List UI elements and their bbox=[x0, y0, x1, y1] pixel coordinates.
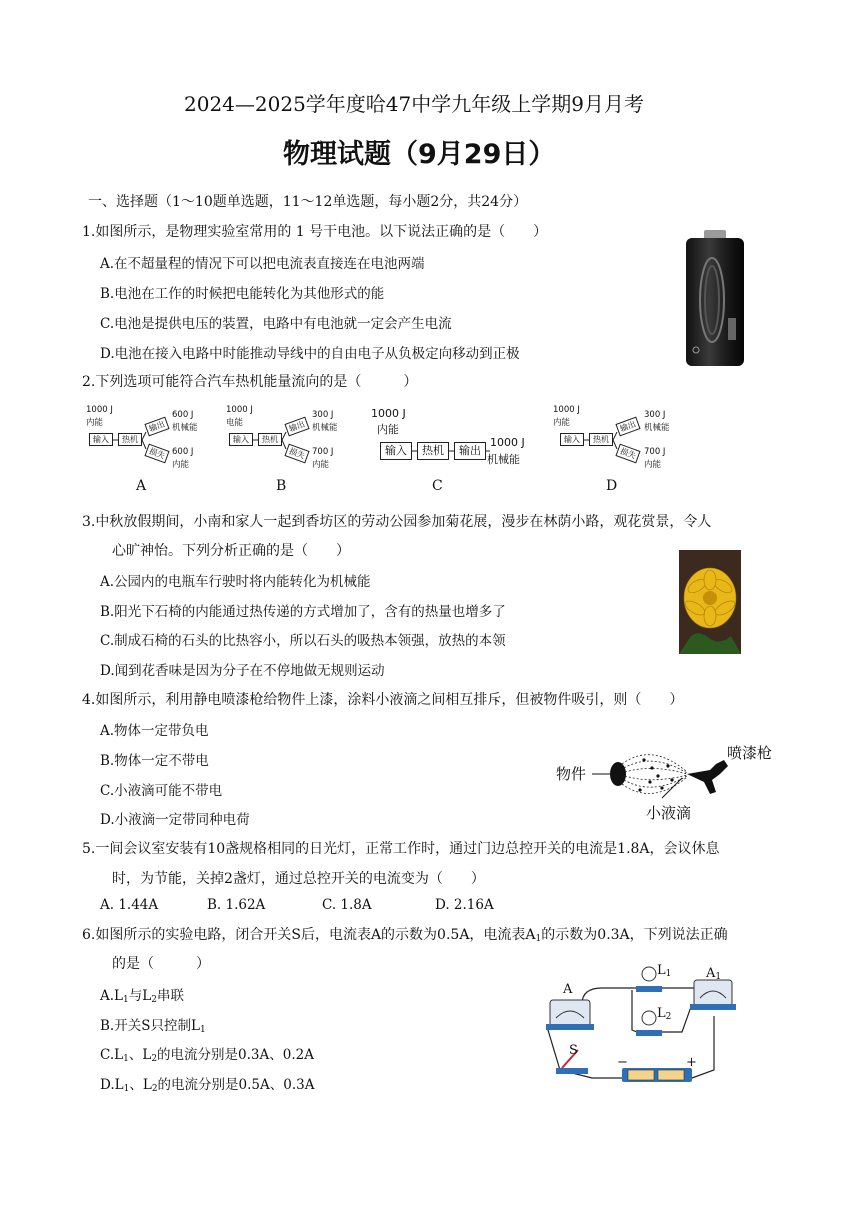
question-2-stem: 2.下列选项可能符合汽车热机能量流向的是（ ） bbox=[82, 374, 418, 390]
q2d-input-value: 1000 J bbox=[553, 405, 580, 415]
q2a-box-loss: 损失 bbox=[144, 444, 169, 464]
battery-image bbox=[684, 228, 746, 368]
q2d-out-top-type: 机械能 bbox=[644, 423, 670, 433]
circuit-label-plus: + bbox=[686, 1055, 697, 1070]
q2c-box-input: 输入 bbox=[380, 442, 412, 460]
exam-title-line2: 物理试题（9月29日） bbox=[283, 139, 556, 170]
q6-option-b: B.开关S只控制$L_1$ bbox=[100, 1018, 206, 1035]
question-5-stem-line1: 5.一间会议室安装有10盏规格相同的日光灯，正常工作时，通过门边总控开关的电流是1.8A，会议休息 bbox=[82, 841, 720, 857]
q2c-input-value: 1000 J bbox=[371, 407, 406, 420]
q2-arrows bbox=[80, 400, 700, 475]
question-3-stem-line2: 心旷神怡。下列分析正确的是（ ） bbox=[112, 543, 350, 559]
q2a-box-engine: 热机 bbox=[118, 433, 142, 446]
q2a-out-top-type: 机械能 bbox=[172, 423, 198, 433]
q2-label-b: B bbox=[276, 478, 287, 494]
question-6-stem-line2: 的是（ ） bbox=[112, 956, 210, 972]
q4-option-a: A.物体一定带负电 bbox=[100, 723, 209, 739]
question-6-stem-line1: 6.如图所示的实验电路，闭合开关S后，电流表A的示数为0.5A，电流表$A_1$的示数为0.3A，下列说法正确 bbox=[82, 927, 728, 944]
q2b-out-top-type: 机械能 bbox=[312, 423, 338, 433]
q3-option-a: A.公园内的电瓶车行驶时将内能转化为机械能 bbox=[100, 574, 371, 590]
q2d-box-input: 输入 bbox=[560, 433, 584, 446]
q4-option-d: D.小液滴一定带同种电荷 bbox=[100, 812, 250, 828]
q2a-input-type: 内能 bbox=[86, 418, 104, 428]
q2b-out-bottom-value: 700 J bbox=[312, 447, 334, 457]
q4-option-b: B.物体一定不带电 bbox=[100, 753, 209, 769]
q5-option-c: C. 1.8A bbox=[322, 897, 372, 913]
fig-label-object: 物件 bbox=[556, 765, 587, 783]
circuit-label-a1: $A_1$ bbox=[706, 966, 722, 982]
q2-label-d: D bbox=[606, 478, 618, 494]
circuit-label-l1: $L_1$ bbox=[657, 963, 672, 979]
q2b-box-loss: 损失 bbox=[284, 444, 309, 464]
q2b-input-type: 电能 bbox=[226, 418, 244, 428]
q2-label-c: C bbox=[432, 478, 443, 494]
question-4-stem: 4.如图所示，利用静电喷漆枪给物件上漆，涂料小液滴之间相互排斥，但被物件吸引，则（ ） bbox=[82, 692, 684, 708]
fig-label-droplet: 小液滴 bbox=[646, 804, 692, 822]
q2d-out-bottom-value: 700 J bbox=[644, 447, 666, 457]
q2a-out-top-value: 600 J bbox=[172, 410, 194, 420]
q2c-box-output: 输出 bbox=[454, 442, 486, 460]
q2a-out-bottom-value: 600 J bbox=[172, 447, 194, 457]
q2b-out-top-value: 300 J bbox=[312, 410, 334, 420]
question-5-stem-line2: 时，为节能，关掉2盏灯，通过总控开关的电流变为（ ） bbox=[112, 871, 485, 887]
q2b-box-output: 输出 bbox=[284, 417, 309, 437]
q1-option-a: A.在不超量程的情况下可以把电流表直接连在电池两端 bbox=[100, 256, 425, 272]
q5-option-d: D. 2.16A bbox=[435, 897, 494, 913]
q3-option-d: D.闻到花香味是因为分子在不停地做无规则运动 bbox=[100, 663, 385, 679]
q2d-input-type: 内能 bbox=[553, 418, 571, 428]
q2b-box-engine: 热机 bbox=[258, 433, 282, 446]
q2c-out-value: 1000 J bbox=[490, 436, 525, 449]
q2d-out-bottom-type: 内能 bbox=[644, 460, 662, 470]
q1-option-c: C.电池是提供电压的装置，电路中有电池就一定会产生电流 bbox=[100, 316, 452, 332]
q2b-box-input: 输入 bbox=[229, 433, 253, 446]
q2a-input-value: 1000 J bbox=[86, 405, 113, 415]
q3-option-b: B.阳光下石椅的内能通过热传递的方式增加了，含有的热量也增多了 bbox=[100, 604, 506, 620]
q5-option-b: B. 1.62A bbox=[207, 897, 266, 913]
q2-label-a: A bbox=[136, 478, 147, 494]
spray-gun-diagram bbox=[592, 746, 742, 812]
circuit-label-s: S bbox=[569, 1043, 578, 1058]
circuit-label-a: A bbox=[563, 982, 573, 997]
q5-option-a: A. 1.44A bbox=[100, 897, 159, 913]
q6-option-c: $C.L_1$、$L_2$的电流分别是0.3A、0.2A bbox=[100, 1047, 314, 1064]
q6-option-d: $D.L_1$、$L_2$的电流分别是0.5A、0.3A bbox=[100, 1077, 315, 1094]
q2c-input-type: 内能 bbox=[377, 423, 399, 436]
q2d-box-loss: 损失 bbox=[615, 444, 640, 464]
question-3-stem-line1: 3.中秋放假期间，小南和家人一起到香坊区的劳动公园参加菊花展，漫步在林荫小路，观花赏景，令人 bbox=[82, 514, 712, 530]
q2d-out-top-value: 300 J bbox=[644, 410, 666, 420]
q6-option-a: $A.L_1$与$L_2$串联 bbox=[100, 988, 184, 1005]
exam-title-line1: 2024—2025学年度哈47中学九年级上学期9月月考 bbox=[184, 92, 644, 116]
question-1-stem: 1.如图所示，是物理实验室常用的 1 号干电池。以下说法正确的是（ ） bbox=[82, 224, 548, 240]
circuit-label-minus: − bbox=[617, 1055, 628, 1070]
q2b-out-bottom-type: 内能 bbox=[312, 460, 330, 470]
q1-option-d: D.电池在接入电路中时能推动导线中的自由电子从负极定向移动到正极 bbox=[100, 346, 520, 362]
q2d-box-engine: 热机 bbox=[589, 433, 613, 446]
q2c-out-type: 机械能 bbox=[487, 453, 520, 466]
q4-option-c: C.小液滴可能不带电 bbox=[100, 783, 223, 799]
q3-option-c: C.制成石椅的石头的比热容小，所以石头的吸热本领强，放热的本领 bbox=[100, 633, 506, 649]
chrysanthemum-image bbox=[679, 550, 741, 654]
circuit-label-l2: $L_2$ bbox=[657, 1006, 672, 1022]
q2a-box-input: 输入 bbox=[89, 433, 113, 446]
q2a-box-output: 输出 bbox=[144, 417, 169, 437]
section-heading: 一、选择题（1～10题单选题，11～12单选题，每小题2分，共24分） bbox=[88, 194, 528, 210]
q1-option-b: B.电池在工作的时候把电能转化为其他形式的能 bbox=[100, 286, 385, 302]
q2c-box-engine: 热机 bbox=[417, 442, 449, 460]
q2a-out-bottom-type: 内能 bbox=[172, 460, 190, 470]
q2d-box-output: 输出 bbox=[615, 417, 640, 437]
fig-label-gun: 喷漆枪 bbox=[727, 744, 773, 762]
q2b-input-value: 1000 J bbox=[226, 405, 253, 415]
